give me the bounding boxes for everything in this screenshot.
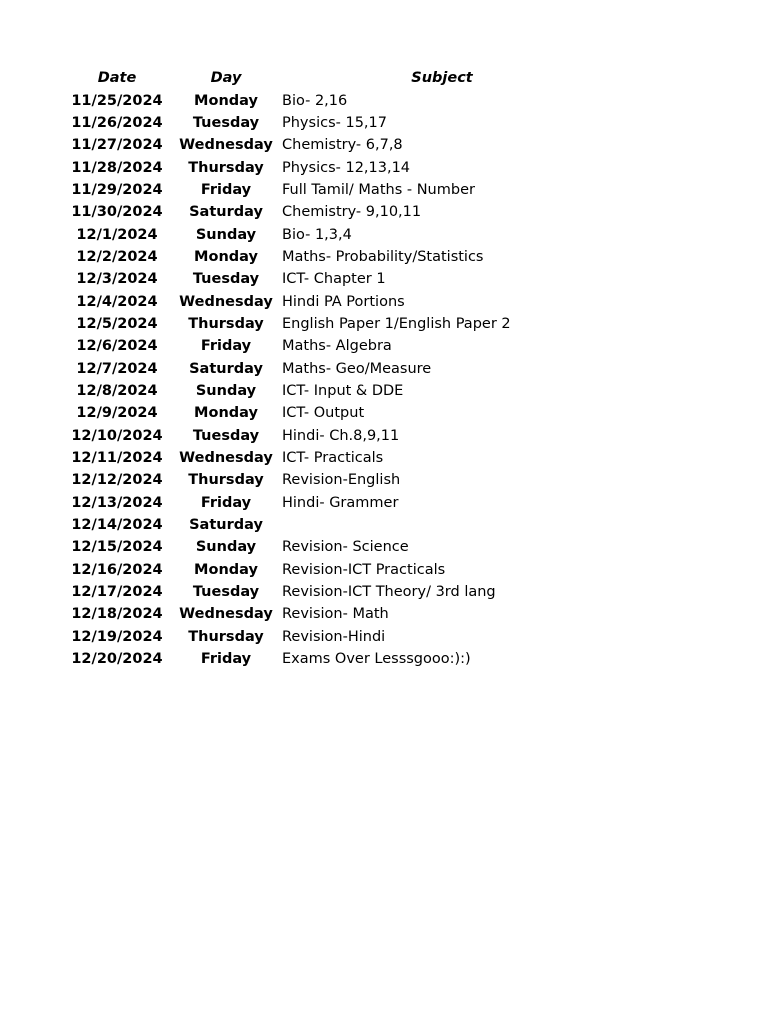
date-cell: 12/9/2024 <box>76 405 158 422</box>
day-cell: Thursday <box>188 315 264 332</box>
table-row <box>62 402 602 424</box>
table-row <box>62 179 602 201</box>
table-row <box>62 268 602 290</box>
table-row <box>62 425 602 447</box>
table-row <box>62 335 602 357</box>
date-cell: 12/16/2024 <box>71 561 163 578</box>
day-cell: Friday <box>200 181 252 198</box>
table-row <box>62 357 602 379</box>
table-row <box>62 246 602 268</box>
subject-cell: Hindi- Ch.8,9,11 <box>282 427 400 444</box>
date-cell: 11/26/2024 <box>71 114 163 131</box>
subject-cell: ICT- Practicals <box>282 450 384 467</box>
subject-cell: Maths- Probability/Statistics <box>282 248 484 265</box>
table-row <box>62 134 602 156</box>
exam-schedule-table <box>62 67 602 670</box>
date-cell: 12/19/2024 <box>71 628 163 645</box>
subject-cell: Hindi- Grammer <box>282 494 399 511</box>
date-cell: 12/8/2024 <box>76 382 158 399</box>
day-cell: Monday <box>194 561 258 578</box>
table-row <box>62 201 602 223</box>
header-subject: Subject <box>411 70 473 87</box>
table-row <box>62 536 602 558</box>
date-cell: 12/1/2024 <box>76 226 158 243</box>
day-cell: Saturday <box>189 517 263 534</box>
header-day: Day <box>210 70 242 87</box>
subject-cell: Bio- 1,3,4 <box>282 226 352 243</box>
date-cell: 11/30/2024 <box>71 204 163 221</box>
date-cell: 12/13/2024 <box>71 494 163 511</box>
subject-cell: Revision- Math <box>282 606 389 623</box>
day-cell: Tuesday <box>192 271 260 288</box>
table-row <box>62 559 602 581</box>
subject-cell: Maths- Geo/Measure <box>282 360 432 377</box>
subject-cell: Revision-Hindi <box>282 628 386 645</box>
day-cell: Friday <box>200 338 252 355</box>
table-row <box>62 469 602 491</box>
date-cell: 12/10/2024 <box>71 427 163 444</box>
day-cell: Wednesday <box>179 606 273 623</box>
header-row <box>62 67 602 89</box>
subject-cell: Hindi PA Portions <box>282 293 405 310</box>
day-cell: Thursday <box>188 159 264 176</box>
day-cell: Sunday <box>195 539 257 556</box>
table-row <box>62 447 602 469</box>
table-row <box>62 581 602 603</box>
subject-cell <box>280 514 602 536</box>
subject-cell: Physics- 12,13,14 <box>282 159 411 176</box>
table-row <box>62 112 602 134</box>
day-cell: Tuesday <box>192 427 260 444</box>
date-cell: 12/3/2024 <box>76 271 158 288</box>
subject-cell: ICT- Output <box>282 405 365 422</box>
date-cell: 12/17/2024 <box>71 584 163 601</box>
day-cell: Tuesday <box>192 114 260 131</box>
day-cell: Saturday <box>189 360 263 377</box>
table-row <box>62 514 602 536</box>
date-cell: 12/6/2024 <box>76 338 158 355</box>
subject-cell: Revision-ICT Theory/ 3rd lang <box>282 584 496 601</box>
date-cell: 12/12/2024 <box>71 472 163 489</box>
table-body <box>62 89 602 670</box>
subject-cell: Revision-English <box>282 472 401 489</box>
table-row <box>62 89 602 111</box>
date-cell: 11/29/2024 <box>71 181 163 198</box>
subject-cell: ICT- Input & DDE <box>282 382 404 399</box>
day-cell: Monday <box>194 405 258 422</box>
day-cell: Monday <box>194 248 258 265</box>
day-cell: Monday <box>194 92 258 109</box>
table-row <box>62 156 602 178</box>
subject-cell: Revision- Science <box>282 539 409 556</box>
day-cell: Tuesday <box>192 584 260 601</box>
subject-cell: Maths- Algebra <box>282 338 392 355</box>
subject-cell: Chemistry- 9,10,11 <box>282 204 422 221</box>
date-cell: 11/27/2024 <box>71 137 163 154</box>
date-cell: 11/25/2024 <box>71 92 163 109</box>
date-cell: 11/28/2024 <box>71 159 163 176</box>
subject-cell: Physics- 15,17 <box>282 114 387 131</box>
table-row <box>62 626 602 648</box>
day-cell: Wednesday <box>179 450 273 467</box>
day-cell: Sunday <box>195 382 257 399</box>
schedule-sheet <box>62 67 602 670</box>
day-cell: Friday <box>200 494 252 511</box>
table-header <box>62 67 602 89</box>
day-cell: Wednesday <box>179 137 273 154</box>
table-row <box>62 290 602 312</box>
subject-cell: Bio- 2,16 <box>282 92 348 109</box>
day-cell: Thursday <box>188 472 264 489</box>
table-row <box>62 380 602 402</box>
subject-cell: English Paper 1/English Paper 2 <box>282 315 511 332</box>
subject-cell: Full Tamil/ Maths - Number <box>282 181 475 198</box>
date-cell: 12/4/2024 <box>76 293 158 310</box>
date-cell: 12/15/2024 <box>71 539 163 556</box>
date-cell: 12/18/2024 <box>71 606 163 623</box>
day-cell: Sunday <box>195 226 257 243</box>
table-row <box>62 223 602 245</box>
date-cell: 12/14/2024 <box>71 517 163 534</box>
day-cell: Friday <box>200 651 252 668</box>
header-date: Date <box>97 70 137 87</box>
subject-cell: ICT- Chapter 1 <box>282 271 386 288</box>
subject-cell: Chemistry- 6,7,8 <box>282 137 403 154</box>
subject-cell: Revision-ICT Practicals <box>282 561 446 578</box>
table-row <box>62 603 602 625</box>
table-row <box>62 313 602 335</box>
date-cell: 12/2/2024 <box>76 248 158 265</box>
table-row <box>62 648 602 670</box>
date-cell: 12/7/2024 <box>76 360 158 377</box>
day-cell: Saturday <box>189 204 263 221</box>
subject-cell: Exams Over Lesssgooo:):) <box>282 651 471 668</box>
day-cell: Thursday <box>188 628 264 645</box>
day-cell: Wednesday <box>179 293 273 310</box>
date-cell: 12/5/2024 <box>76 315 158 332</box>
date-cell: 12/11/2024 <box>71 450 163 467</box>
table-row <box>62 492 602 514</box>
date-cell: 12/20/2024 <box>71 651 163 668</box>
